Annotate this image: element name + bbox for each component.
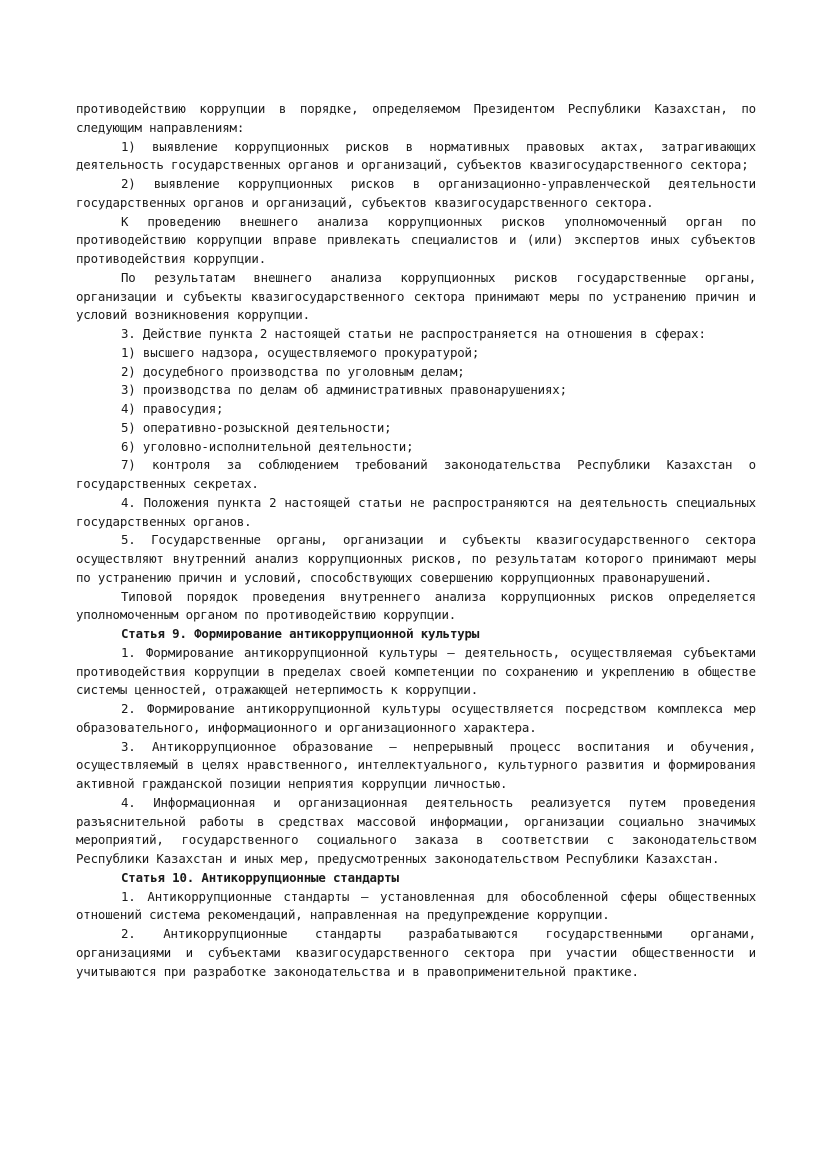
paragraph: По результатам внешнего анализа коррупционных рисков государственные органы, организации и субъекты квазигосударственного сектора принимают меры по устранению причин и условий возникновения коррупции. (76, 269, 756, 323)
list-item: 1) выявление коррупционных рисков в нормативных правовых актах, затрагивающих деятельность государственных органов и организаций, субъектов квазигосударственного сектора; (76, 138, 756, 173)
document-page (76, 100, 756, 981)
list-item: 2) выявление коррупционных рисков в организационно-управленческой деятельности государственных органов и организаций, субъектов квазигосударственного сектора. (76, 176, 756, 210)
paragraph: К проведению внешнего анализа коррупционных рисков уполномоченный орган по противодействию коррупции вправе привлекать специалистов и (или) экспертов иных субъектов противодействия коррупции. (76, 213, 756, 266)
article-9-heading: Статья 9. Формирование антикоррупционной культуры (121, 626, 480, 641)
list-item: 7) контроля за соблюдением требований законодательства Республики Казахстан о государственных секретах. (76, 457, 756, 491)
list-item: 2) досудебного производства по уголовным делам; (121, 363, 465, 379)
paragraph: 4. Информационная и организационная деятельность реализуется путем проведения разъяснительной работы в средствах массовой информации, организации социально значимых мероприятий, государственного социального заказа в соответствии с законодательством Республики Казахстан и иных мер, предусмотренных законодательством Республики Казахстан. (76, 794, 756, 866)
paragraph: 3. Антикоррупционное образование – непрерывный процесс воспитания и обучения, осуществляемый в целях нравственного, интеллектуального, культурного развития и формирования активной гражданской позиции неприятия коррупции личностью. (76, 738, 756, 791)
article-10-heading: Статья 10. Антикоррупционные стандарты (121, 869, 399, 885)
list-item: 3) производства по делам об административных правонарушениях; (121, 382, 567, 398)
paragraph-intro: противодействию коррупции в порядке, определяемом Президентом Республики Казахстан, по следующим направлениям: (76, 101, 756, 135)
list-item: 4) правосудия; (121, 401, 224, 416)
paragraph: 1. Антикоррупционные стандарты – установленная для обособленной сферы общественных отношений система рекомендаций, направленная на предупреждение коррупции. (76, 888, 756, 923)
paragraph: 4. Положения пункта 2 настоящей статьи не распространяются на деятельность специальных государственных органов. (76, 494, 756, 529)
list-item: 1) высшего надзора, осуществляемого прокуратурой; (121, 344, 480, 360)
list-item: 6) уголовно-исполнительной деятельности; (121, 438, 414, 454)
list-item: 5) оперативно-розыскной деятельности; (121, 419, 392, 435)
paragraph: 2. Антикоррупционные стандарты разрабатываются государственными органами, организациями и субъектами квазигосударственного сектора при участии общественности и учитываются при разработке законодательства и в правоприменительной практике. (76, 926, 756, 979)
paragraph: 1. Формирование антикоррупционной культуры – деятельность, осуществляемая субъектами противодействия коррупции в пределах своей компетенции по сохранению и укреплению в обществе системы ценностей, отражающей нетерпимость к коррупции. (76, 644, 756, 698)
paragraph: Типовой порядок проведения внутреннего анализа коррупционных рисков определяется уполномоченным органом по противодействию коррупции. (76, 588, 756, 623)
paragraph: 5. Государственные органы, организации и субъекты квазигосударственного сектора осуществляют внутренний анализ коррупционных рисков, по результатам которого принимают меры по устранению причин и условий, способствующих совершению коррупционных правонарушений. (76, 532, 756, 585)
paragraph: 2. Формирование антикоррупционной культуры осуществляется посредством комплекса мер образовательного, информационного и организационного характера. (76, 701, 756, 735)
paragraph: 3. Действие пункта 2 настоящей статьи не распространяется на отношения в сферах: (121, 326, 706, 341)
